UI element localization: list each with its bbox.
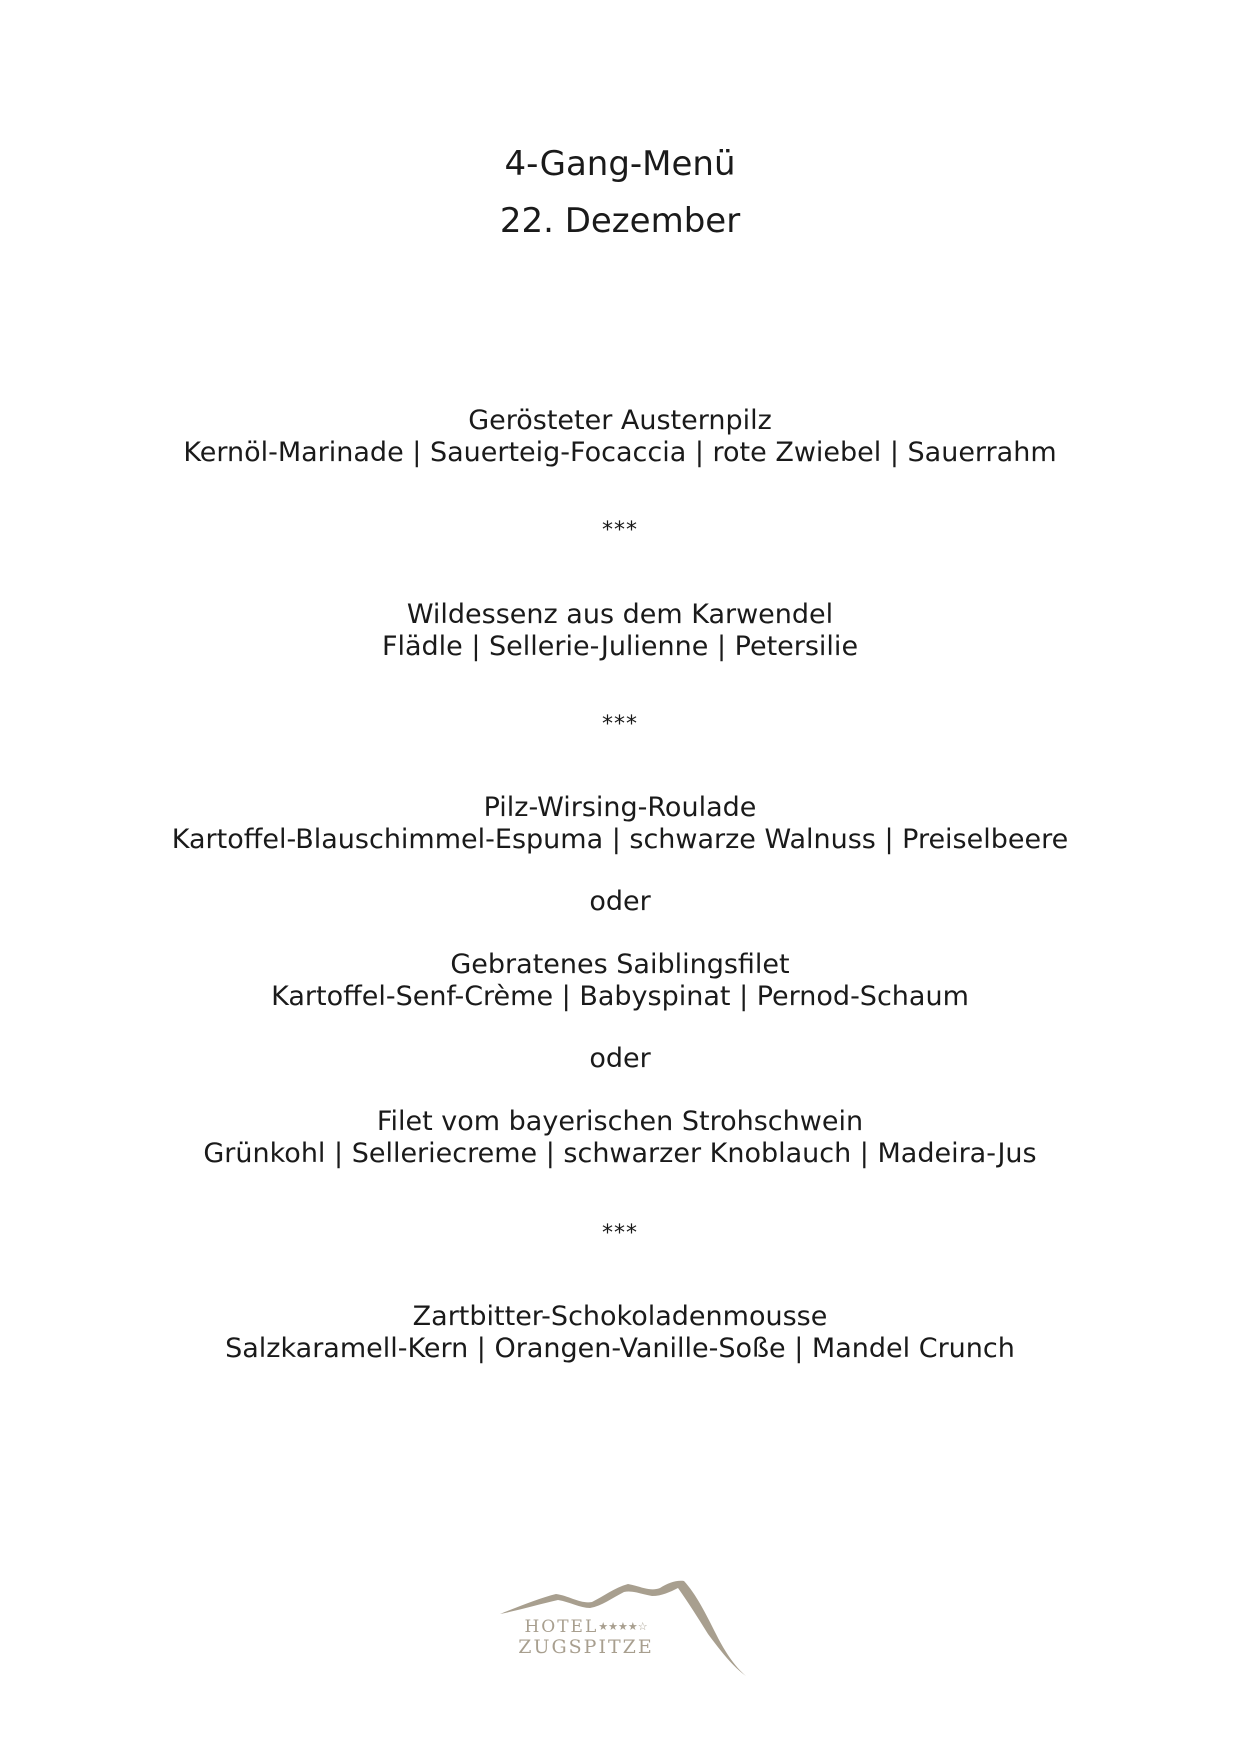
course-3-option-3-name: Filet vom bayerischen Strohschwein [376,1106,864,1137]
course-separator: *** [602,1221,638,1246]
or-label: oder [589,886,651,917]
menu-date: 22. Dezember [499,201,741,241]
hotel-logo [500,1578,748,1678]
logo-text-line2: ZUGSPITZE [518,1636,654,1658]
course-3-option-2-sides: Kartoffel-Senf-Crème | Babyspinat | Pernod-Schaum [271,981,969,1012]
course-3-option-2-name: Gebratenes Saiblingsfilet [450,949,790,980]
menu-title: 4-Gang-Menü [504,144,736,184]
course-separator: *** [602,518,638,543]
course-3-option-3-sides: Grünkohl | Selleriecreme | schwarzer Knoblauch | Madeira-Jus [203,1138,1037,1169]
logo-text-line1: HOTEL★★★★☆ [524,1617,648,1637]
course-4-sides: Salzkaramell-Kern | Orangen-Vanille-Soße | Mandel Crunch [225,1333,1015,1364]
course-4-name: Zartbitter-Schokoladenmousse [412,1301,828,1332]
course-3-option-1-sides: Kartoffel-Blauschimmel-Espuma | schwarze Walnuss | Preiselbeere [171,824,1069,855]
or-label: oder [589,1043,651,1074]
rating-stars: ★★★★☆ [598,1620,648,1633]
course-3-option-1-name: Pilz-Wirsing-Roulade [483,792,757,823]
course-1-sides: Kernöl-Marinade | Sauerteig-Focaccia | rote Zwiebel | Sauerrahm [183,437,1057,468]
course-separator: *** [602,712,638,737]
course-2-name: Wildessenz aus dem Karwendel [406,599,834,630]
course-2-sides: Flädle | Sellerie-Julienne | Petersilie [381,631,859,662]
course-1-name: Gerösteter Austernpilz [468,405,772,436]
